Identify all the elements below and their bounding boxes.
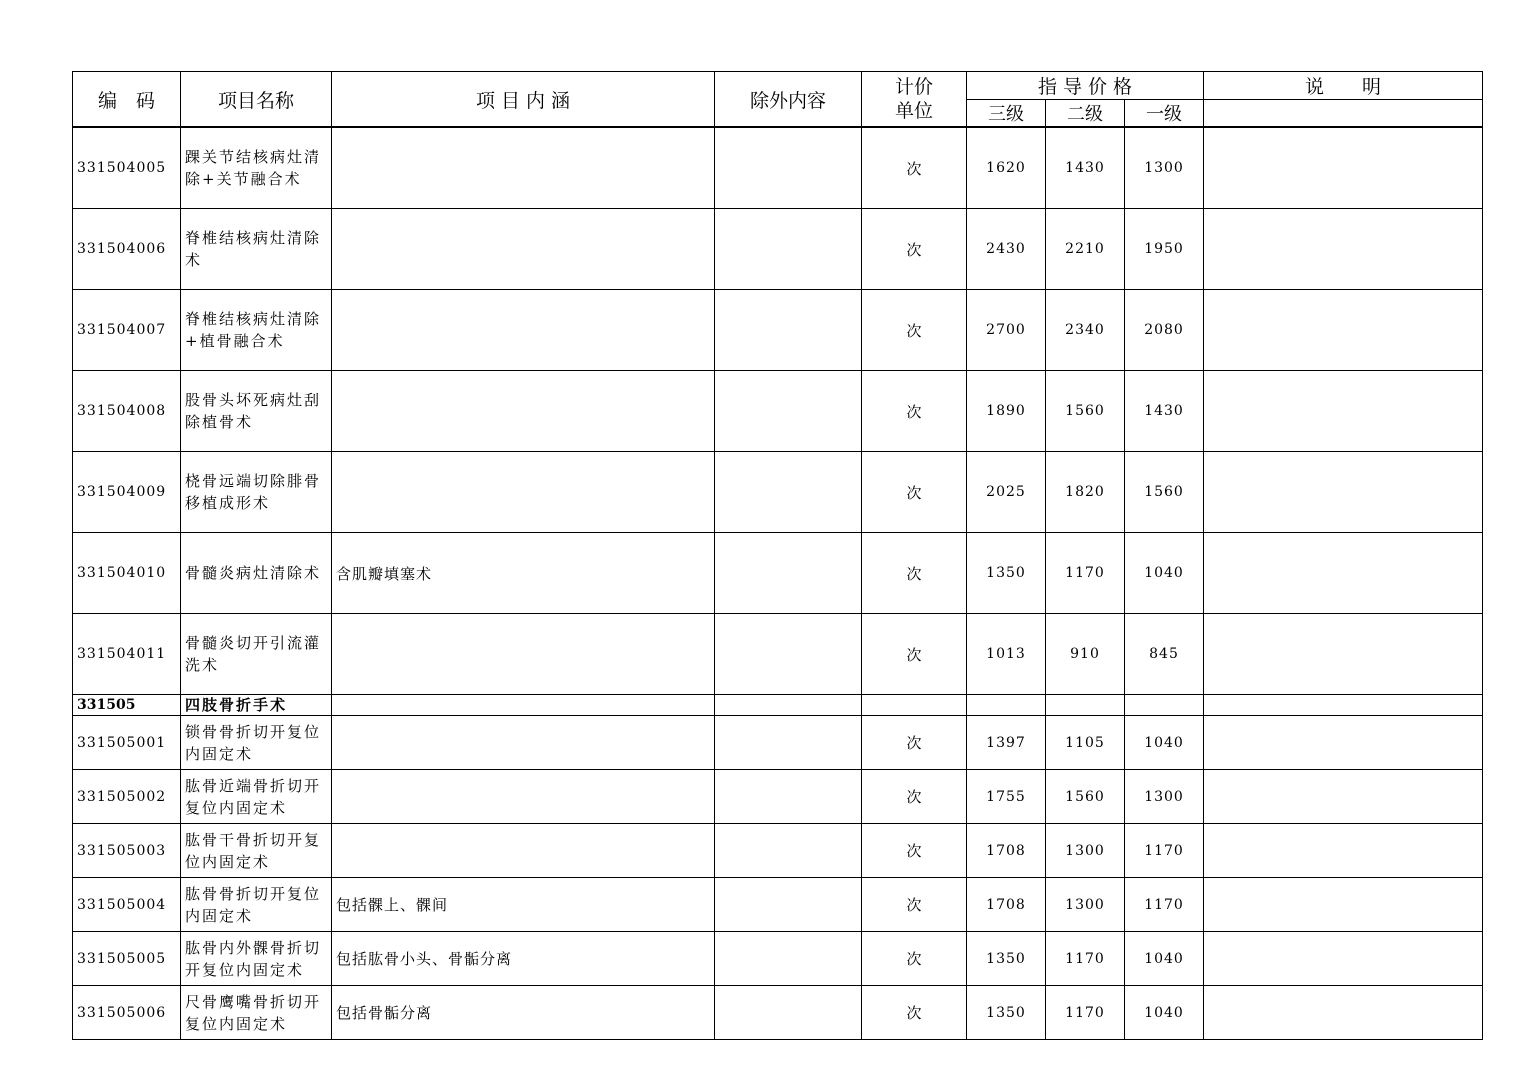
- row-price-level2: 1105: [1046, 716, 1125, 770]
- row-name: 脊椎结核病灶清除+植骨融合术: [181, 290, 332, 371]
- section-blank-exclusions: [715, 695, 862, 716]
- row-exclusions: [715, 770, 862, 824]
- row-code: 331504010: [73, 533, 181, 614]
- row-price-level3: 1350: [967, 932, 1046, 986]
- row-price-level1: 845: [1125, 614, 1204, 695]
- header-level3: 三级: [967, 100, 1046, 128]
- row-unit: 次: [862, 878, 967, 932]
- row-price-level3: 1350: [967, 986, 1046, 1040]
- header-notes: 说 明: [1204, 72, 1483, 100]
- row-price-level3: 1708: [967, 878, 1046, 932]
- header-unit: [862, 72, 967, 128]
- table-row: [73, 290, 1483, 371]
- row-price-level3: 1013: [967, 614, 1046, 695]
- header-notes-blank: [1204, 100, 1483, 128]
- row-price-level3: 2700: [967, 290, 1046, 371]
- row-price-level3: 1890: [967, 371, 1046, 452]
- section-name: 四肢骨折手术: [181, 695, 332, 716]
- row-exclusions: [715, 824, 862, 878]
- row-content: [332, 127, 715, 209]
- row-code: 331505005: [73, 932, 181, 986]
- row-content: 包括髁上、髁间: [332, 878, 715, 932]
- row-exclusions: [715, 986, 862, 1040]
- row-content: 包括骨骺分离: [332, 986, 715, 1040]
- row-notes: [1204, 371, 1483, 452]
- header-content: 项 目 内 涵: [332, 72, 715, 128]
- row-price-level3: 2430: [967, 209, 1046, 290]
- row-price-level1: 1040: [1125, 716, 1204, 770]
- table-row: [73, 533, 1483, 614]
- row-price-level2: 1170: [1046, 986, 1125, 1040]
- table-row: [73, 770, 1483, 824]
- header-name: 项目名称: [181, 72, 332, 128]
- row-unit: 次: [862, 452, 967, 533]
- row-code: 331504007: [73, 290, 181, 371]
- row-code: 331505003: [73, 824, 181, 878]
- row-price-level1: 1560: [1125, 452, 1204, 533]
- row-price-level3: 2025: [967, 452, 1046, 533]
- section-blank-p2: [1046, 695, 1125, 716]
- row-name: 尺骨鹰嘴骨折切开复位内固定术: [181, 986, 332, 1040]
- row-exclusions: [715, 209, 862, 290]
- row-price-level2: 1170: [1046, 932, 1125, 986]
- row-price-level2: 1300: [1046, 878, 1125, 932]
- row-unit: 次: [862, 716, 967, 770]
- row-exclusions: [715, 452, 862, 533]
- row-name: 肱骨近端骨折切开复位内固定术: [181, 770, 332, 824]
- row-price-level2: 1430: [1046, 127, 1125, 209]
- row-content: [332, 452, 715, 533]
- section-code: 331505: [73, 695, 181, 716]
- row-notes: [1204, 716, 1483, 770]
- row-notes: [1204, 770, 1483, 824]
- table-row: [73, 127, 1483, 209]
- table-body: [73, 127, 1483, 1040]
- row-name: 股骨头坏死病灶刮除植骨术: [181, 371, 332, 452]
- row-price-level3: 1620: [967, 127, 1046, 209]
- row-price-level1: 1170: [1125, 878, 1204, 932]
- row-content: 包括肱骨小头、骨骺分离: [332, 932, 715, 986]
- table-row: [73, 614, 1483, 695]
- row-content: [332, 614, 715, 695]
- table-row: [73, 371, 1483, 452]
- row-name: 骨髓炎切开引流灌洗术: [181, 614, 332, 695]
- row-content: [332, 209, 715, 290]
- row-price-level2: 2210: [1046, 209, 1125, 290]
- table-row: [73, 878, 1483, 932]
- header-level2: 二级: [1046, 100, 1125, 128]
- row-code: 331504006: [73, 209, 181, 290]
- row-price-level1: 1170: [1125, 824, 1204, 878]
- header-level1: 一级: [1125, 100, 1204, 128]
- row-exclusions: [715, 371, 862, 452]
- row-code: 331504008: [73, 371, 181, 452]
- row-notes: [1204, 290, 1483, 371]
- row-price-level2: 1560: [1046, 770, 1125, 824]
- row-exclusions: [715, 290, 862, 371]
- row-price-level1: 1040: [1125, 986, 1204, 1040]
- row-notes: [1204, 986, 1483, 1040]
- row-price-level1: 2080: [1125, 290, 1204, 371]
- row-name: 桡骨远端切除腓骨移植成形术: [181, 452, 332, 533]
- row-notes: [1204, 452, 1483, 533]
- row-price-level2: 910: [1046, 614, 1125, 695]
- row-unit: 次: [862, 209, 967, 290]
- table-row: [73, 932, 1483, 986]
- row-code: 331505002: [73, 770, 181, 824]
- row-price-level3: 1708: [967, 824, 1046, 878]
- price-table: [72, 71, 1483, 1040]
- row-code: 331504009: [73, 452, 181, 533]
- row-content: [332, 770, 715, 824]
- row-unit: 次: [862, 824, 967, 878]
- row-name: 脊椎结核病灶清除术: [181, 209, 332, 290]
- section-blank-unit: [862, 695, 967, 716]
- section-blank-content: [332, 695, 715, 716]
- header-exclusions: 除外内容: [715, 72, 862, 128]
- row-unit: 次: [862, 127, 967, 209]
- row-content: [332, 290, 715, 371]
- row-content: 含肌瓣填塞术: [332, 533, 715, 614]
- row-exclusions: [715, 716, 862, 770]
- header-code: 编 码: [73, 72, 181, 128]
- row-notes: [1204, 932, 1483, 986]
- row-name: 踝关节结核病灶清除+关节融合术: [181, 127, 332, 209]
- section-row: [73, 695, 1483, 716]
- row-price-level1: 1300: [1125, 127, 1204, 209]
- row-unit: 次: [862, 533, 967, 614]
- header-unit-line1: 计价: [894, 76, 933, 98]
- row-content: [332, 824, 715, 878]
- row-name: 肱骨骨折切开复位内固定术: [181, 878, 332, 932]
- row-name: 肱骨内外髁骨折切开复位内固定术: [181, 932, 332, 986]
- table-header: [73, 72, 1483, 128]
- row-price-level1: 1430: [1125, 371, 1204, 452]
- row-code: 331505001: [73, 716, 181, 770]
- price-table-sheet: [72, 71, 1482, 1040]
- row-name: 锁骨骨折切开复位内固定术: [181, 716, 332, 770]
- table-row: [73, 986, 1483, 1040]
- row-exclusions: [715, 533, 862, 614]
- row-code: 331504011: [73, 614, 181, 695]
- row-name: 骨髓炎病灶清除术: [181, 533, 332, 614]
- table-row: [73, 209, 1483, 290]
- row-name: 肱骨干骨折切开复位内固定术: [181, 824, 332, 878]
- row-unit: 次: [862, 371, 967, 452]
- row-unit: 次: [862, 614, 967, 695]
- row-content: [332, 371, 715, 452]
- row-notes: [1204, 127, 1483, 209]
- row-price-level3: 1397: [967, 716, 1046, 770]
- row-exclusions: [715, 878, 862, 932]
- row-notes: [1204, 209, 1483, 290]
- row-price-level1: 1300: [1125, 770, 1204, 824]
- row-exclusions: [715, 614, 862, 695]
- row-code: 331505006: [73, 986, 181, 1040]
- row-price-level2: 1560: [1046, 371, 1125, 452]
- row-price-level1: 1040: [1125, 932, 1204, 986]
- row-code: 331505004: [73, 878, 181, 932]
- row-price-level2: 1170: [1046, 533, 1125, 614]
- row-code: 331504005: [73, 127, 181, 209]
- row-price-level2: 2340: [1046, 290, 1125, 371]
- row-price-level2: 1300: [1046, 824, 1125, 878]
- row-notes: [1204, 614, 1483, 695]
- header-unit-line2: 单位: [894, 100, 933, 122]
- row-unit: 次: [862, 932, 967, 986]
- section-blank-notes: [1204, 695, 1483, 716]
- section-blank-p3: [967, 695, 1046, 716]
- row-notes: [1204, 878, 1483, 932]
- header-guide-price: 指 导 价 格: [967, 72, 1204, 100]
- table-row: [73, 452, 1483, 533]
- row-exclusions: [715, 932, 862, 986]
- row-price-level2: 1820: [1046, 452, 1125, 533]
- table-row: [73, 716, 1483, 770]
- row-notes: [1204, 533, 1483, 614]
- row-price-level3: 1755: [967, 770, 1046, 824]
- row-unit: 次: [862, 770, 967, 824]
- section-blank-p1: [1125, 695, 1204, 716]
- row-notes: [1204, 824, 1483, 878]
- row-price-level3: 1350: [967, 533, 1046, 614]
- row-price-level1: 1040: [1125, 533, 1204, 614]
- row-unit: 次: [862, 290, 967, 371]
- row-price-level1: 1950: [1125, 209, 1204, 290]
- table-row: [73, 824, 1483, 878]
- row-exclusions: [715, 127, 862, 209]
- row-content: [332, 716, 715, 770]
- row-unit: 次: [862, 986, 967, 1040]
